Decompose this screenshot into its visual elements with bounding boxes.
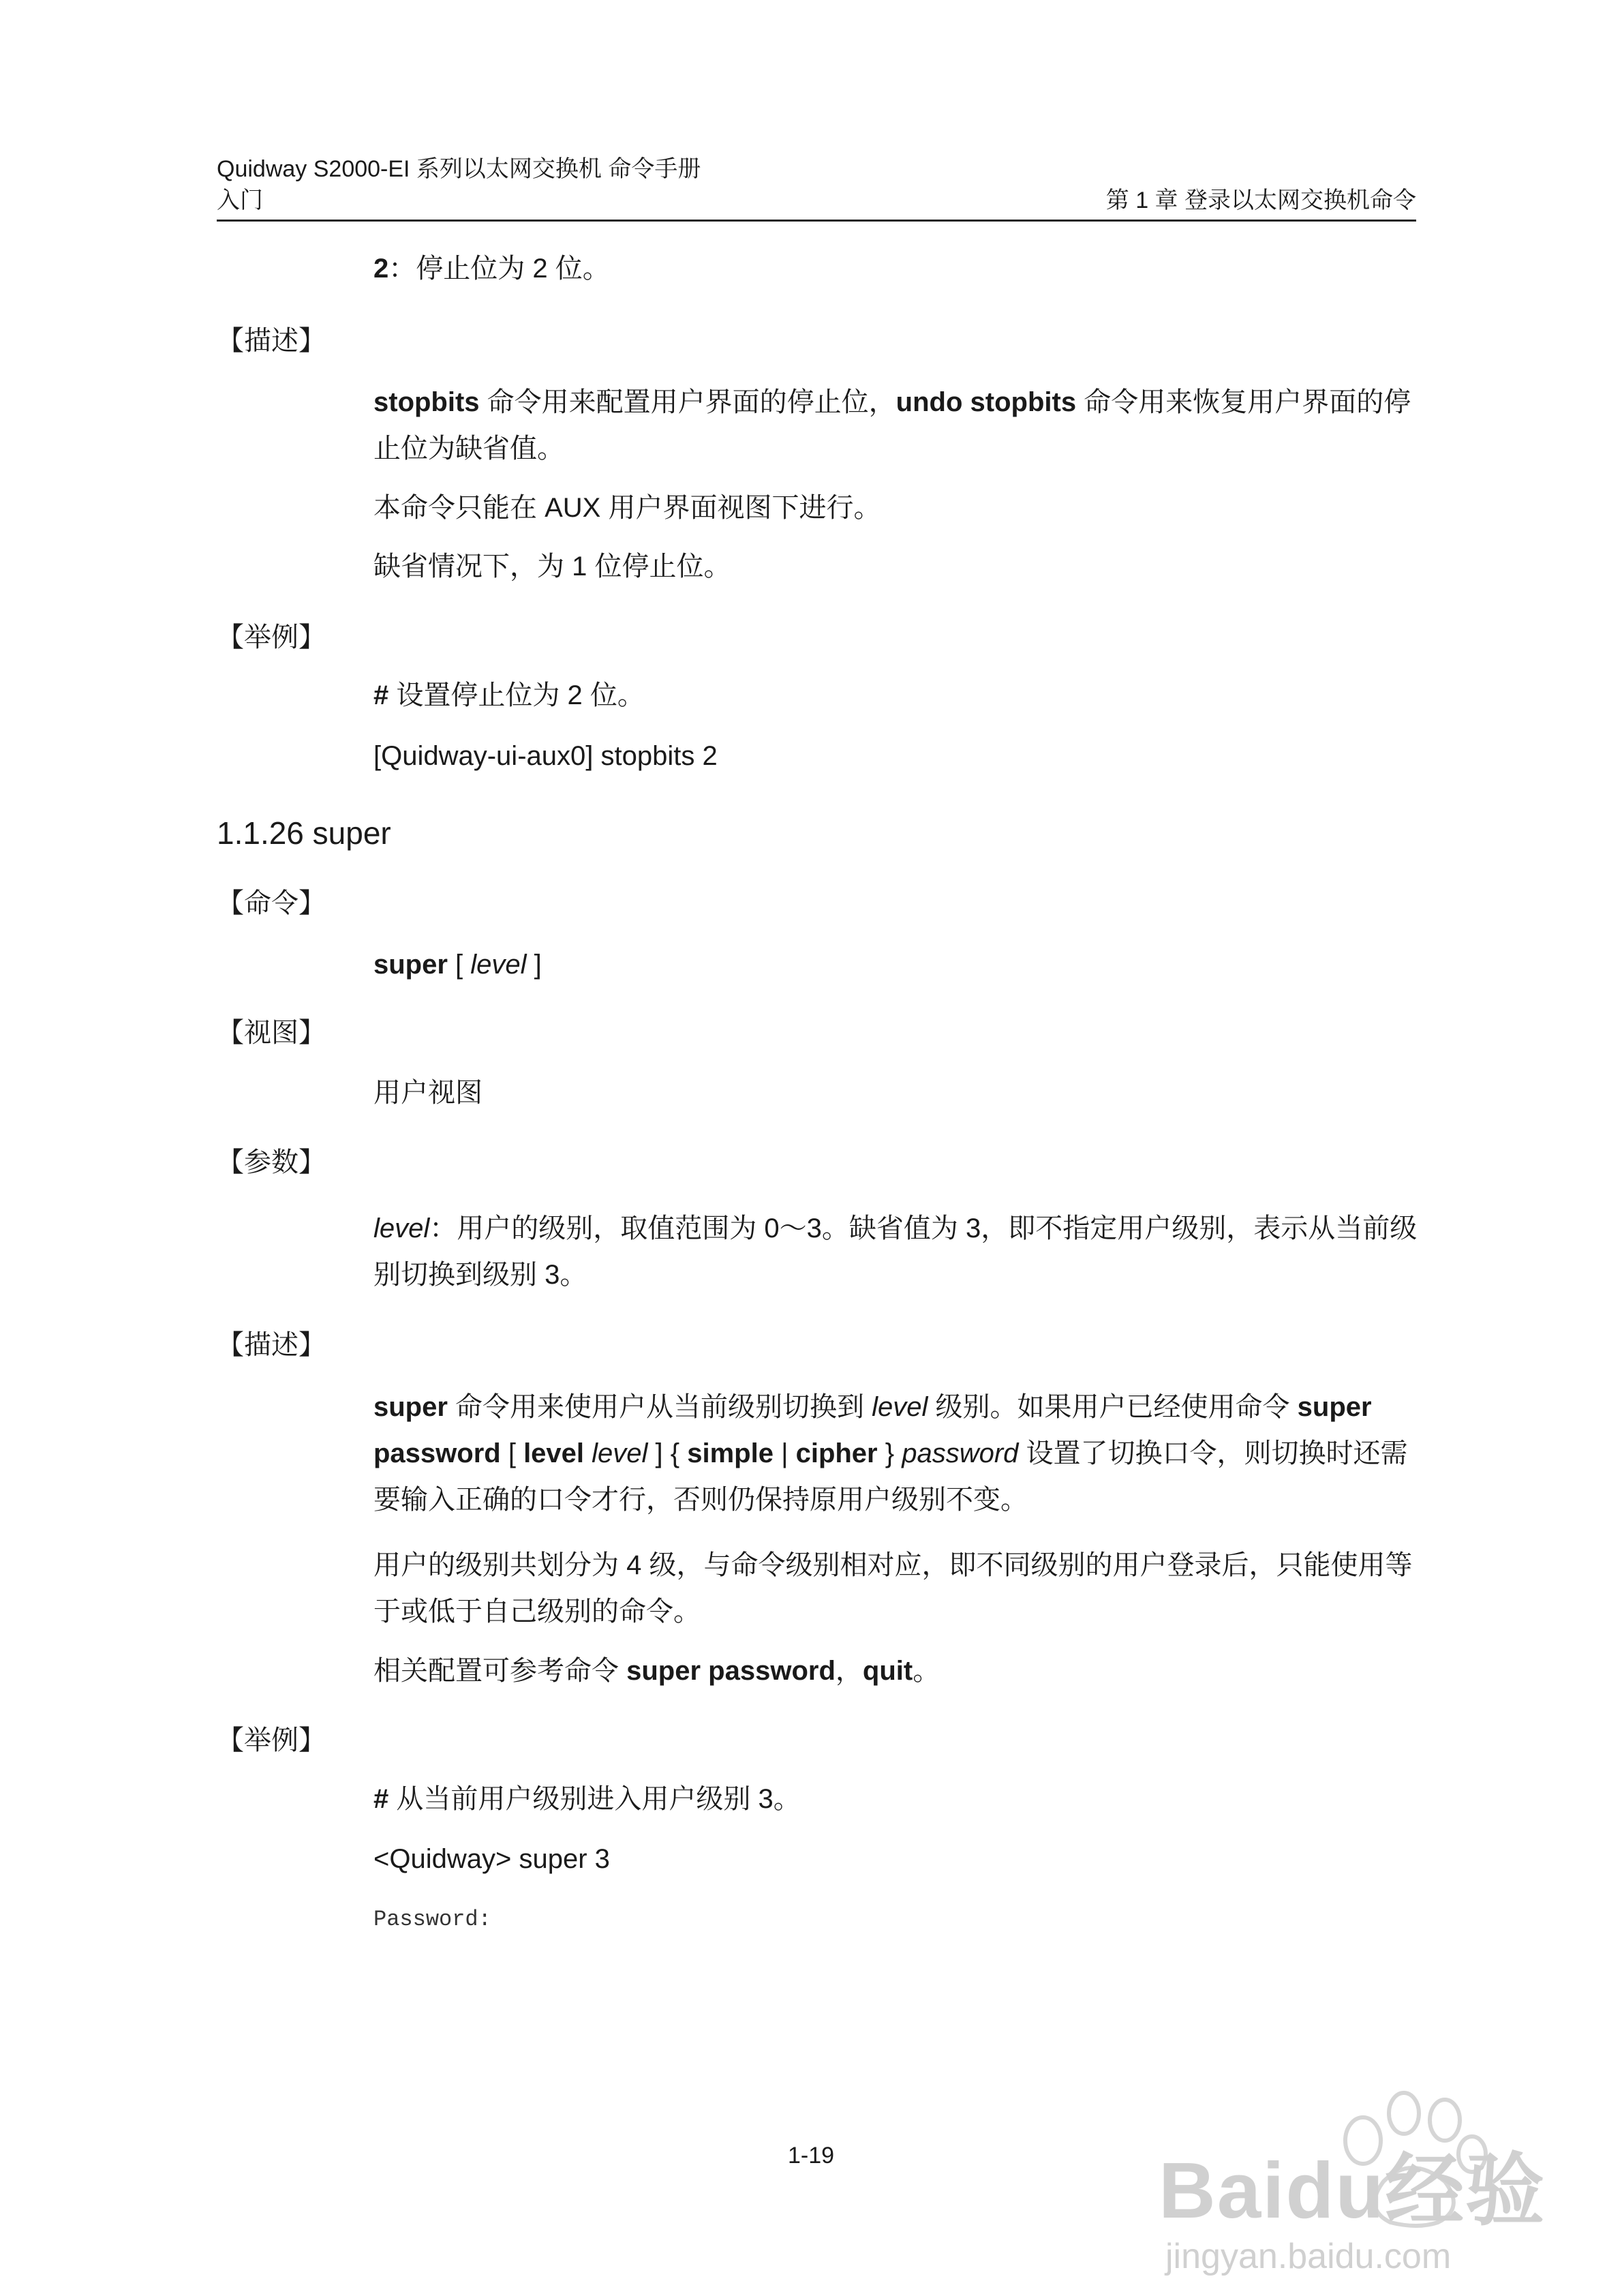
page-number: 1-19 <box>787 2143 835 2169</box>
cmd-quit: quit <box>862 1656 913 1686</box>
super-example-label: 【举例】 <box>217 1725 326 1755</box>
section-heading-super: 1.1.26 super <box>217 815 391 851</box>
super-desc-p1 <box>373 1384 1418 1523</box>
stopbits-example-label: 【举例】 <box>217 622 326 652</box>
super-example-cmd: <Quidway> super 3 <box>373 1844 610 1874</box>
header-rule <box>217 220 1416 222</box>
super-param-label: 【参数】 <box>217 1147 326 1177</box>
stopbits-desc-p1 <box>373 379 1418 472</box>
hash-mark: # <box>373 1784 389 1814</box>
stopbits-desc-label: 【描述】 <box>217 326 326 356</box>
cmd-keyword: simple <box>687 1438 774 1468</box>
super-desc-label: 【描述】 <box>217 1330 326 1360</box>
watermark-brand: Baidu经验 <box>1159 2146 1546 2235</box>
super-example-comment <box>373 1782 801 1816</box>
super-view-text: 用户视图 <box>373 1078 483 1108</box>
desc-text: 命令用来恢复用户界面的停止位为缺省值。 <box>373 387 1411 464</box>
super-desc-p2: 用户的级别共划分为 4 级，与命令级别相对应，即不同级别的用户登录后，只能使用等于或低于自己级别的命令。 <box>373 1550 1413 1627</box>
desc-text: 级别。如果用户已经使用命令 <box>928 1392 1298 1422</box>
super-param-text <box>373 1205 1418 1298</box>
param-level: level <box>373 1213 430 1243</box>
desc-text: 。 <box>913 1656 940 1686</box>
cmd-super-password: super password <box>626 1656 836 1686</box>
desc-text <box>584 1438 592 1468</box>
super-desc-p3 <box>373 1654 940 1688</box>
param-name: level <box>872 1392 928 1422</box>
hash-mark: # <box>373 680 389 710</box>
cmd-keyword: cipher <box>795 1438 878 1468</box>
cmd-keyword: super password <box>373 1392 1372 1468</box>
super-view-label: 【视图】 <box>217 1018 326 1048</box>
super-cmd-syntax <box>373 948 542 982</box>
desc-text: ， <box>835 1656 863 1686</box>
stopbits-example-cmd: [Quidway-ui-aux0] stopbits 2 <box>373 741 718 771</box>
super-example-output: Password: <box>373 1907 491 1932</box>
option-text: ：停止位为 2 位。 <box>388 254 610 284</box>
stopbits-desc-p2: 本命令只能在 AUX 用户界面视图下进行。 <box>373 493 881 523</box>
comment-text: 从当前用户级别进入用户级别 3。 <box>388 1784 801 1814</box>
cmd-super: super <box>373 950 448 980</box>
header-chapter: 第 1 章 登录以太网交换机命令 <box>1105 187 1416 213</box>
comment-text: 设置停止位为 2 位。 <box>388 680 645 710</box>
header-section: 入门 <box>217 187 263 213</box>
desc-text: | <box>773 1438 796 1468</box>
header-title: Quidway S2000-EI 系列以太网交换机 命令手册 <box>217 156 701 182</box>
desc-text: 命令用来使用户从当前级别切换到 <box>447 1392 872 1422</box>
desc-text: [ <box>500 1438 524 1468</box>
desc-text: ] { <box>647 1438 688 1468</box>
desc-text: } <box>877 1438 902 1468</box>
param-desc: ：用户的级别，取值范围为 0～3。缺省值为 3，即不指定用户级别，表示从当前级别切换到级别 3。 <box>373 1213 1418 1290</box>
cmd-undo-stopbits: undo stopbits <box>896 387 1077 417</box>
param-level: level <box>470 950 527 980</box>
cmd-keyword: super <box>373 1392 448 1422</box>
desc-text: 命令用来配置用户界面的停止位， <box>479 387 896 417</box>
watermark <box>1159 2066 1595 2284</box>
cmd-stopbits: stopbits <box>373 387 480 417</box>
option-value: 2 <box>373 254 389 284</box>
bracket-open: [ <box>447 950 471 980</box>
param-name: password <box>902 1438 1019 1468</box>
stopbits-desc-p3: 缺省情况下，为 1 位停止位。 <box>373 552 731 581</box>
param-name: level <box>592 1438 648 1468</box>
cmd-keyword: level <box>523 1438 585 1468</box>
watermark-url: jingyan.baidu.com <box>1165 2237 1452 2276</box>
desc-text: 相关配置可参考命令 <box>373 1656 627 1686</box>
super-cmd-label: 【命令】 <box>217 888 326 918</box>
bracket-close: ] <box>526 950 542 980</box>
desc-text: 设置了切换口令，则切换时还需要输入正确的口令才行，否则仍保持原用户级别不变。 <box>373 1438 1408 1515</box>
stopbits-example-comment <box>373 678 645 712</box>
stopbits-option-2 <box>373 252 610 286</box>
